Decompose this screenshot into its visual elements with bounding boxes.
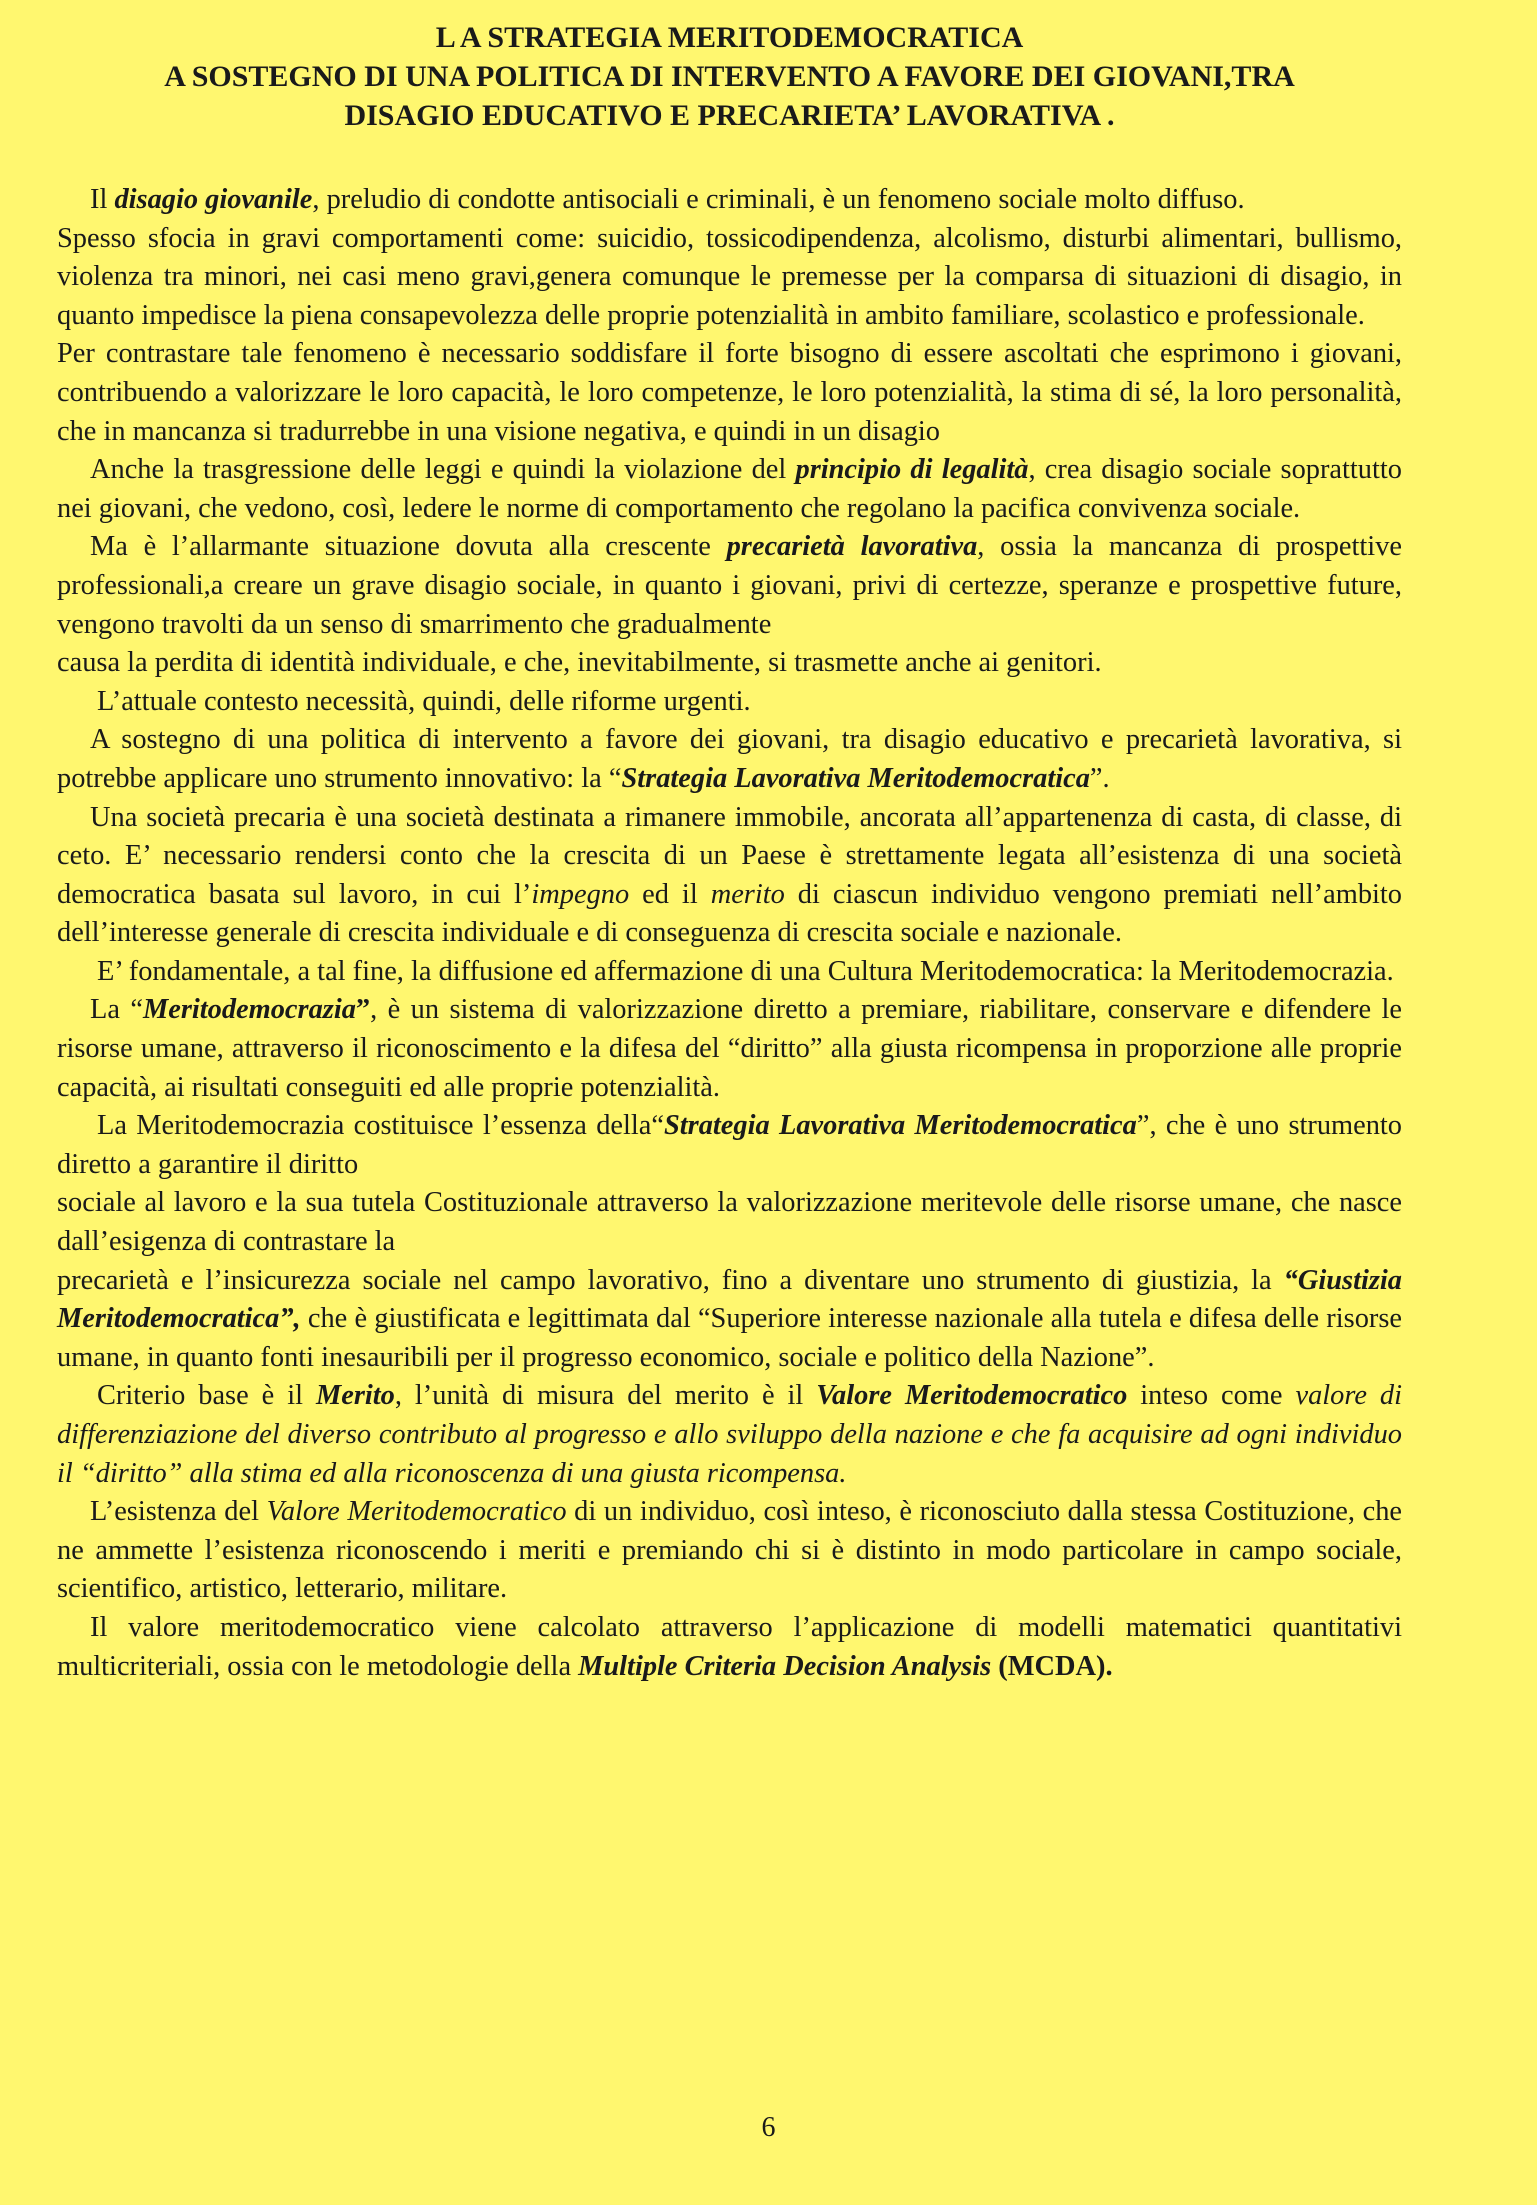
document-title	[57, 18, 1402, 135]
emphasis-text: Multiple Criteria Decision Analysis	[578, 1650, 992, 1682]
text-run: Criterio base è il	[97, 1380, 316, 1412]
paragraph-9: E’ fondamentale, a tal fine, la diffusione ed affermazione di una Cultura Meritodemocratica: la Meritodemocrazia.	[97, 955, 1394, 987]
text-run: , è un sistema di valorizzazione diretto a premiare, riabilitare, conservare e difendere le risorse umane, attraverso il riconoscimento e la difesa del “diritto” alla giusta ricompensa in proporzione alle proprie capacità, ai risultati conseguiti ed alle proprie potenzialità.	[57, 994, 1402, 1103]
emphasis-text: Strategia Lavorativa Meritodemocratica	[621, 762, 1090, 794]
paragraph-5	[57, 528, 1402, 644]
italic-text: Valore Meritodemocratico	[266, 1496, 567, 1528]
emphasis-text: disagio giovanile	[114, 184, 313, 215]
paragraph-6: L’attuale contesto necessità, quindi, delle riforme urgenti.	[97, 685, 751, 717]
paragraph-2: Spesso sfocia in gravi comportamenti come: suicidio, tossicodipendenza, alcolismo, disturbi alimentari, bullismo, violenza tra minori, nei casi meno gravi,genera comunque le premesse per la comparsa di situazioni di disagio, in quanto impedisce la piena consapevolezza delle proprie potenzialità in ambito familiare, scolastico e professionale.	[57, 222, 1402, 331]
paragraph-14	[57, 1377, 1402, 1493]
emphasis-text: Strategia Lavorativa Meritodemocratica	[664, 1110, 1137, 1142]
text-run: Il valore meritodemocratico viene calcolato attraverso l’applicazione di modelli matematici quantitativi multicriteriali, ossia con le metodologie della	[57, 1611, 1402, 1682]
text-run: ”.	[1089, 762, 1110, 794]
text-run: A sostegno di una politica di intervento a favore dei giovani, tra disagio educativo e precarietà lavorativa, si potrebbe applicare uno strumento innovativo: la “	[57, 724, 1402, 794]
title-line-2: A SOSTEGNO DI UNA POLITICA DI INTERVENTO A FAVORE DEI GIOVANI,TRA	[164, 60, 1295, 93]
paragraph-15	[57, 1493, 1402, 1609]
paragraph-3: Per contrastare tale fenomeno è necessario soddisfare il forte bisogno di essere ascoltati che esprimono i giovani, contribuendo a valorizzare le loro capacità, le loro competenze, le loro potenzialità, la stima di sé, la loro personalità, che in mancanza si tradurrebbe in una visione negativa, e quindi in un disagio	[57, 338, 1402, 447]
emphasis-text: “Giustizia Meritodemocratica”,	[57, 1264, 1402, 1335]
emphasis-text: Merito	[315, 1380, 395, 1412]
italic-text: merito	[710, 878, 785, 910]
emphasis-text: Meritodemocrazia	[142, 994, 356, 1026]
paragraph-10	[57, 991, 1402, 1107]
text-run: Anche la trasgressione delle leggi e quindi la violazione del	[90, 454, 796, 486]
paragraph-13	[57, 1262, 1402, 1378]
document-body	[57, 181, 1402, 1686]
text-run: Una società precaria è una società destinata a rimanere immobile, ancorata all’appartenenza di casta, di classe, di ceto. E’ necessario rendersi conto che la crescita di un Paese è strettamente legata all’esistenza di una società democratica basata sul lavoro, in cui l’	[57, 801, 1402, 910]
paragraph-8	[57, 799, 1402, 953]
text-run: inteso come	[1127, 1380, 1296, 1412]
text-run: ed il	[629, 878, 711, 910]
title-line-1: L A STRATEGIA MERITODEMOCRATICA	[435, 21, 1024, 54]
paragraph-4	[57, 451, 1402, 528]
text-run: precarietà e l’insicurezza sociale nel campo lavorativo, fino a diventare uno strumento di giustizia, la	[57, 1264, 1284, 1296]
document-page	[57, 18, 1402, 1686]
paragraph-1	[57, 181, 1402, 220]
text-run: La “	[90, 994, 143, 1026]
text-run: di un individuo, così inteso, è riconosciuto dalla stessa Costituzione, che ne ammette l’esistenza riconoscendo i meriti e premiando chi si è distinto in modo particolare in campo sociale, scientifico, artistico, letterario, militare.	[57, 1496, 1402, 1605]
paragraph-5-continuation: causa la perdita di identità individuale, e che, inevitabilmente, si trasmette anche ai genitori.	[57, 647, 1102, 679]
emphasis-text: principio di legalità	[795, 454, 1029, 486]
paragraph-11	[57, 1107, 1402, 1184]
text-run: ”, che è uno strumento diretto a garantire il diritto	[57, 1110, 1402, 1180]
text-run: , ossia la mancanza di prospettive professionali,a creare un grave disagio sociale, in quanto i giovani, privi di certezze, speranze e prospettive future, vengono travolti da un senso di smarrimento che gradualmente	[57, 531, 1402, 640]
text-run: , preludio di condotte antisociali e criminali, è un fenomeno sociale molto diffuso.	[312, 184, 1245, 215]
title-line-3: DISAGIO EDUCATIVO E PRECARIETA’ LAVORATIVA .	[344, 99, 1115, 132]
text-run: di ciascun individuo vengono premiati nell’ambito dell’interesse generale di crescita individuale e di conseguenza di crescita sociale e nazionale.	[57, 878, 1402, 949]
text-run: La Meritodemocrazia costituisce l’essenza della“	[97, 1110, 664, 1142]
emphasis-text: precarietà lavorativa	[726, 531, 978, 563]
paragraph-12: sociale al lavoro e la sua tutela Costituzionale attraverso la valorizzazione meritevole delle risorse umane, che nasce dall’esigenza di contrastare la	[57, 1187, 1402, 1258]
text-run: , l’unità di misura del merito è il	[394, 1380, 817, 1412]
page-number: 6	[761, 2112, 776, 2143]
text-run: Il	[90, 184, 115, 215]
text-run: che è giustificata e legittimata dal “Superiore interesse nazionale alla tutela e difesa delle risorse umane, in quanto fonti inesauribili per il progresso economico, sociale e politico della Nazione”.	[57, 1303, 1402, 1373]
bold-text: (MCDA).	[991, 1650, 1113, 1682]
paragraph-16	[57, 1609, 1402, 1686]
paragraph-7	[57, 721, 1402, 798]
text-run: , crea disagio sociale soprattutto nei giovani, che vedono, così, ledere le norme di comportamento che regolano la pacifica convivenza sociale.	[57, 454, 1402, 524]
italic-text: impegno	[531, 878, 630, 910]
text-run: L’esistenza del	[90, 1496, 267, 1528]
bold-text: ”	[355, 994, 371, 1026]
italic-text: valore di differenziazione del diverso contributo al progresso e allo sviluppo della nazione e che fa acquisire ad ogni individuo il “diritto” alla stima ed alla riconoscenza di una giusta ricompensa.	[57, 1380, 1403, 1489]
text-run: Ma è l’allarmante situazione dovuta alla crescente	[90, 531, 727, 563]
emphasis-text: Valore Meritodemocratico	[816, 1380, 1128, 1412]
